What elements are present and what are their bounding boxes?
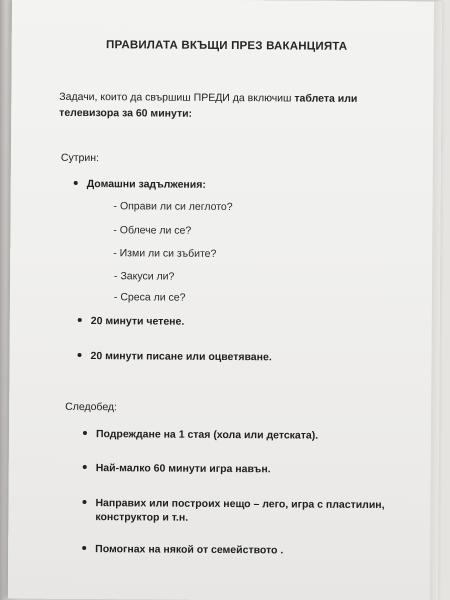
afternoon-item-text: Най-малко 60 минути игра навън. — [95, 462, 271, 476]
bullet-dot-icon — [78, 318, 82, 322]
intro-paragraph — [59, 89, 399, 123]
reading-text: 20 минути четене. — [90, 315, 185, 328]
paper-sheet — [8, 0, 442, 600]
help-bullet — [82, 542, 283, 557]
intro-bold-2: телевизора за 60 минути: — [59, 106, 193, 120]
writing-text: 20 минути писане или оцветяване. — [90, 350, 272, 364]
page-title: ПРАВИЛАТА ВКЪЩИ ПРЕЗ ВАКАНЦИЯТА — [105, 39, 348, 53]
intro-bold-1: таблета или — [294, 92, 358, 105]
chore-item: - Оправи ли си леглото? — [113, 200, 233, 214]
chore-item: - Облече ли се? — [113, 224, 192, 237]
help-text: Помогнах на някой от семейството . — [95, 543, 284, 557]
build-text-line1: Направих или построих нещо – лего, игра с пластилин, — [95, 497, 385, 512]
afternoon-item — [83, 461, 271, 476]
chore-item: - Закуси ли? — [114, 270, 175, 283]
bullet-dot-icon — [83, 431, 87, 435]
intro-text: Задачи, които да свършиш ПРЕДИ да включиш — [59, 90, 295, 105]
build-bullet — [82, 496, 412, 526]
writing-bullet — [77, 349, 271, 364]
morning-heading: Сутрин: — [60, 151, 99, 165]
bullet-dot-icon — [74, 181, 78, 185]
bullet-dot-icon — [78, 353, 82, 357]
chore-item: - Среса ли се? — [113, 291, 186, 304]
chores-label: Домашни задължения: — [86, 178, 206, 191]
reading-bullet — [78, 314, 185, 329]
bullet-dot-icon — [83, 465, 87, 469]
afternoon-item — [83, 427, 318, 443]
afternoon-heading: Следобед: — [65, 400, 118, 414]
bullet-dot-icon — [82, 500, 86, 504]
build-text-line2: конструктор и т.н. — [95, 511, 189, 524]
bullet-dot-icon — [82, 546, 86, 550]
paper-edge — [430, 1, 442, 600]
afternoon-item-text: Подреждане на 1 стая (хола или детската). — [95, 428, 319, 442]
chore-item: - Изми ли си зъбите? — [113, 247, 217, 260]
chores-bullet — [74, 177, 206, 192]
